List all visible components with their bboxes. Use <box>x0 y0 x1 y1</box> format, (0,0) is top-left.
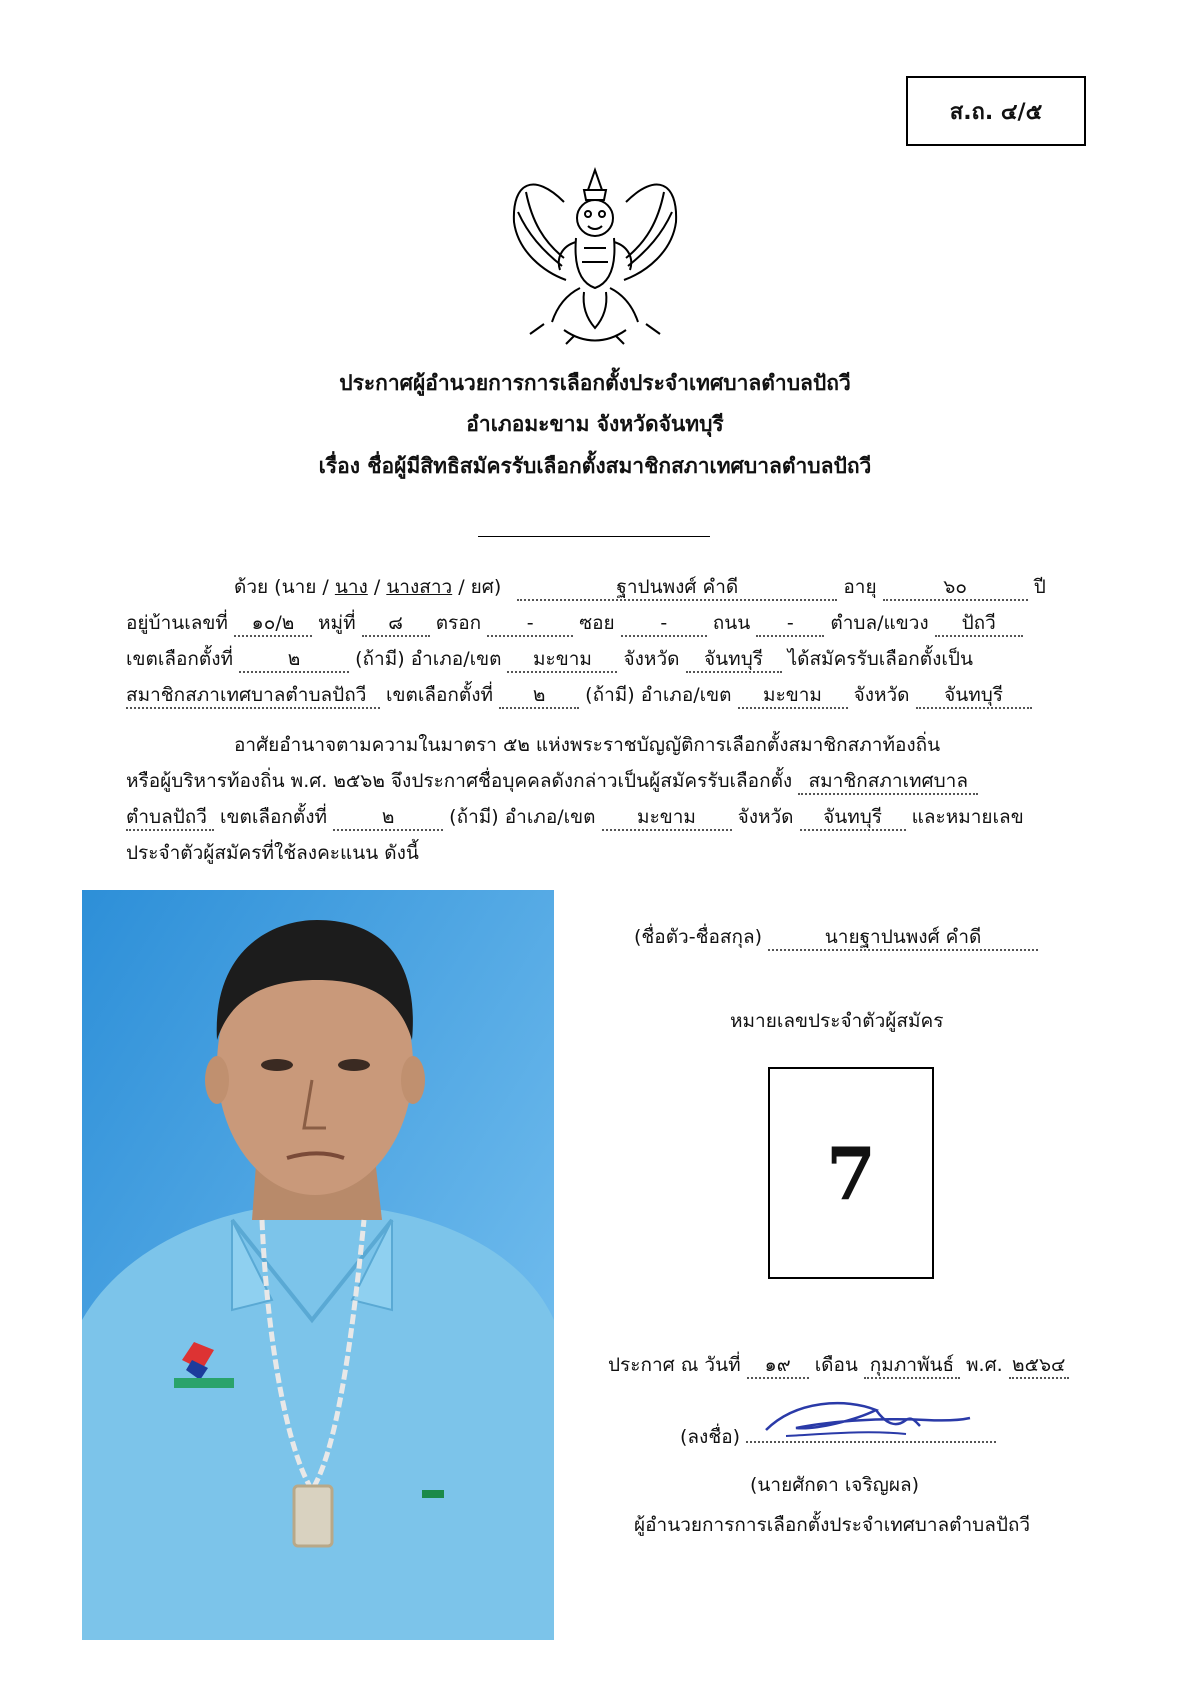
if-any-label-3: (ถ้ามี) <box>449 806 499 828</box>
announce-day: ๑๙ <box>747 1355 809 1379</box>
zone-field-2: ๒ <box>499 685 579 709</box>
amphoe-label-3: อำเภอ/เขต <box>504 806 596 828</box>
candidate-number: 7 <box>825 1130 877 1216</box>
para2-line3 <box>126 802 1024 832</box>
para1-line4 <box>126 680 1032 710</box>
candidate-name-line <box>634 922 1038 952</box>
zone-field: ๒ <box>239 649 349 673</box>
applied-label: ได้สมัครรับเลือกตั้งเป็น <box>787 648 973 670</box>
moo-label: หมู่ที่ <box>318 612 356 634</box>
para2-line2 <box>126 766 978 796</box>
signature-scribble <box>756 1390 976 1450</box>
if-any-label-2: (ถ้ามี) <box>585 684 635 706</box>
announce-month: กุมภาพันธ์ <box>864 1355 960 1379</box>
signer-name: (นายศักดา เจริญผล) <box>750 1474 920 1496</box>
age-label: อายุ <box>843 576 877 598</box>
soi-label: ซอย <box>579 612 615 634</box>
para1-line3 <box>126 644 973 674</box>
title-nang: นาง <box>334 576 368 598</box>
if-any-label: (ถ้ามี) <box>355 648 405 670</box>
soi-field: - <box>621 613 707 637</box>
trok-field: - <box>487 613 573 637</box>
signer-title: ผู้อำนวยการการเลือกตั้งประจำเทศบาลตำบลปัถวี <box>634 1514 1031 1536</box>
candidate-number-label: หมายเลขประจำตัวผู้สมัคร <box>730 1010 944 1032</box>
province-field-2: จันทบุรี <box>916 685 1032 709</box>
title-slash: / <box>373 576 381 598</box>
announce-label: ประกาศ ณ วันที่ <box>608 1354 741 1376</box>
position-field: สมาชิกสภาเทศบาลตำบลปัถวี <box>126 685 380 709</box>
announce-year-label: พ.ศ. <box>966 1354 1003 1376</box>
header-line-2: อำเภอมะขาม จังหวัดจันทบุรี <box>466 412 724 436</box>
road-field: - <box>756 613 824 637</box>
form-code: ส.ถ. ๔/๕ <box>949 99 1043 125</box>
candidate-number-box <box>768 1067 934 1279</box>
province-label-3: จังหวัด <box>737 806 794 828</box>
title-prefix: ด้วย (นาย / <box>234 576 329 598</box>
year-label: ปี <box>1033 576 1046 598</box>
garuda-emblem-icon <box>504 162 686 346</box>
position-part1-field: สมาชิกสภาเทศบาล <box>798 771 978 795</box>
province-field: จันทบุรี <box>686 649 782 673</box>
candidate-name-label: (ชื่อตัว-ชื่อสกุล) <box>634 926 763 948</box>
and-number-label: และหมายเลข <box>911 806 1024 828</box>
trok-label: ตรอก <box>435 612 482 634</box>
announce-month-label: เดือน <box>814 1354 858 1376</box>
header-line-3: เรื่อง ชื่อผู้มีสิทธิสมัครรับเลือกตั้งสมาชิกสภาเทศบาลตำบลปัถวี <box>318 454 872 478</box>
amphoe-label-2: อำเภอ/เขต <box>640 684 732 706</box>
zone-label: เขตเลือกตั้งที่ <box>126 648 234 670</box>
candidate-name-field: ฐาปนพงศ์ คำดี <box>517 577 837 601</box>
para2-line4: ประจำตัวผู้สมัครที่ใช้ลงคะแนน ดังนี้ <box>126 842 419 864</box>
zone-label-3: เขตเลือกตั้งที่ <box>220 806 328 828</box>
sign-label: (ลงชื่อ) <box>680 1426 741 1448</box>
amphoe-field: มะขาม <box>507 649 617 673</box>
header-divider <box>478 536 710 537</box>
para2-line1: อาศัยอำนาจตามความในมาตรา ๕๒ แห่งพระราชบัญญัติการเลือกตั้งสมาชิกสภาท้องถิ่น <box>234 734 941 756</box>
amphoe-field-3: มะขาม <box>602 807 732 831</box>
tambon-label: ตำบล/แขวง <box>830 612 929 634</box>
province-label: จังหวัด <box>623 648 680 670</box>
announce-date-line <box>608 1350 1069 1380</box>
para1-line1 <box>234 572 1046 602</box>
title-rest: / ยศ) <box>458 576 502 598</box>
zone-label-2: เขตเลือกตั้งที่ <box>386 684 494 706</box>
province-field-3: จันทบุรี <box>800 807 906 831</box>
form-code-box <box>906 76 1086 146</box>
para1-line2 <box>126 608 1023 638</box>
moo-field: ๘ <box>362 613 430 637</box>
tambon-field: ปัถวี <box>935 613 1023 637</box>
candidate-full-name: นายฐาปนพงศ์ คำดี <box>768 927 1038 951</box>
age-field: ๖๐ <box>883 577 1028 601</box>
header-line-1: ประกาศผู้อำนวยการการเลือกตั้งประจำเทศบาลตำบลปัถวี <box>339 371 851 395</box>
zone-field-3: ๒ <box>333 807 443 831</box>
house-label: อยู่บ้านเลขที่ <box>126 612 228 634</box>
road-label: ถนน <box>712 612 751 634</box>
position-part2-field: ตำบลปัถวี <box>126 807 214 831</box>
province-label-2: จังหวัด <box>853 684 910 706</box>
amphoe-label: อำเภอ/เขต <box>410 648 502 670</box>
announce-year: ๒๕๖๔ <box>1009 1355 1069 1379</box>
title-nangsao: นางสาว <box>386 576 453 598</box>
candidate-photo <box>82 890 554 1640</box>
amphoe-field-2: มะขาม <box>738 685 848 709</box>
house-no-field: ๑๐/๒ <box>234 613 312 637</box>
para2-line2-text: หรือผู้บริหารท้องถิ่น พ.ศ. ๒๕๖๒ จึงประกาศชื่อบุคคลดังกล่าวเป็นผู้สมัครรับเลือกตั้ง <box>126 770 793 792</box>
